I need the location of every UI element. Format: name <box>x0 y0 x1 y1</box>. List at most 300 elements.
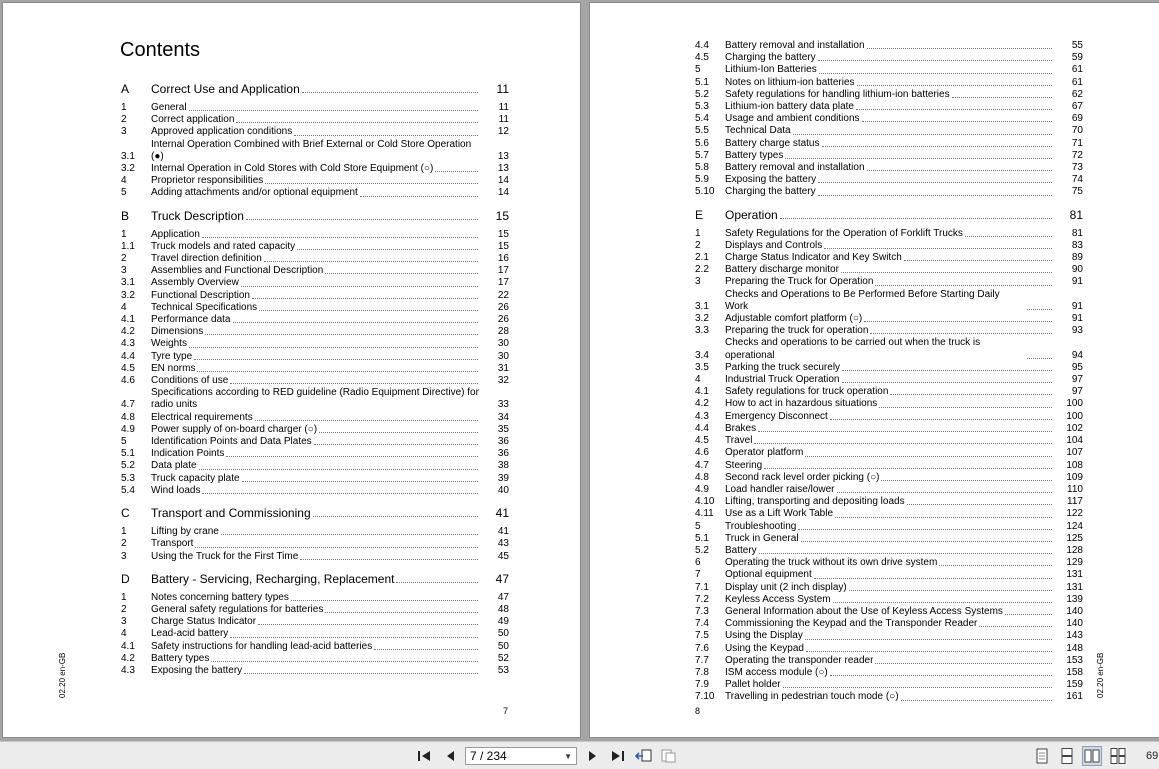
dot-leader <box>754 443 1052 444</box>
toc-entry[interactable] <box>695 138 1083 150</box>
toc-page-number: 17 <box>497 265 509 277</box>
toc-entry[interactable] <box>695 150 1083 162</box>
toc-page-number: 139 <box>1066 593 1083 605</box>
toc-page-number: 140 <box>1066 605 1083 617</box>
dot-leader <box>221 534 478 535</box>
toc-page-number: 102 <box>1066 422 1083 434</box>
toc-title: Lithium-ion battery data plate <box>725 101 854 113</box>
toc-number: 2 <box>121 114 127 126</box>
toc-page-number: 12 <box>497 126 509 138</box>
toc-page-number: 53 <box>497 664 509 676</box>
toc-entry[interactable] <box>121 424 509 436</box>
toc-title: Truck models and rated capacity <box>151 240 296 252</box>
toc-number: 1 <box>695 227 701 239</box>
toc-title: Battery discharge monitor <box>725 264 839 276</box>
dot-leader <box>325 612 478 613</box>
toc-title: Brakes <box>725 422 757 434</box>
toc-number: 4 <box>121 175 127 187</box>
toc-entry[interactable] <box>695 89 1083 101</box>
zoom-level[interactable]: 69 <box>1146 750 1159 762</box>
toc-number: A <box>121 82 130 96</box>
toc-number: 4.9 <box>121 423 135 435</box>
next-page-icon[interactable] <box>583 746 603 766</box>
toc-title: Second rack level order picking (○) <box>725 471 880 483</box>
toc-entry[interactable] <box>695 337 1083 361</box>
dot-leader <box>842 382 1053 383</box>
toc-entry[interactable] <box>695 398 1083 410</box>
dot-leader <box>313 516 478 517</box>
toc-entry[interactable] <box>121 241 509 253</box>
toc-title: Lead-acid battery <box>151 628 229 640</box>
toc-title: Safety regulations for handling lithium-ion batteries <box>725 88 950 100</box>
toc-page-number: 59 <box>1071 52 1083 64</box>
toc-entry[interactable] <box>121 314 509 326</box>
toc-page-number: 124 <box>1066 520 1083 532</box>
toc-page-number: 30 <box>497 338 509 350</box>
toc-entry[interactable] <box>121 363 509 375</box>
toc-entry[interactable] <box>695 521 1083 533</box>
first-page-icon[interactable] <box>414 746 434 766</box>
toc-entry[interactable] <box>121 163 509 175</box>
toc-entry[interactable] <box>121 604 509 616</box>
last-page-icon[interactable] <box>608 746 628 766</box>
toc-page-number: 158 <box>1066 666 1083 678</box>
toc-entry[interactable] <box>121 592 509 604</box>
toc-entry[interactable] <box>695 252 1083 264</box>
toc-entry[interactable] <box>695 435 1083 447</box>
toc-entry[interactable] <box>121 326 509 338</box>
dot-leader <box>849 590 1052 591</box>
toc-number: 2 <box>121 538 127 550</box>
toc-number: C <box>121 506 130 521</box>
dot-leader <box>230 383 478 384</box>
toc-page-number: 45 <box>497 550 509 562</box>
toc-number: 4.9 <box>695 483 709 495</box>
toc-section[interactable] <box>121 506 509 520</box>
toc-entry[interactable] <box>695 174 1083 186</box>
toc-entry[interactable] <box>695 276 1083 288</box>
go-back-view-icon[interactable] <box>634 746 654 766</box>
toc-number: 5.7 <box>695 149 709 161</box>
continuous-page-icon[interactable] <box>1057 746 1077 766</box>
toc-number: 4.7 <box>695 459 709 471</box>
toc-title: General Information about the Use of Keyless Access Systems <box>725 605 1003 617</box>
toc-title: Using the Keypad <box>725 642 804 654</box>
dot-leader <box>901 700 1052 701</box>
toc-entry[interactable] <box>695 472 1083 484</box>
toc-page-number: 117 <box>1067 496 1083 508</box>
toc-entry[interactable] <box>121 628 509 640</box>
toc-number: 1 <box>121 102 127 113</box>
toc-number: 2 <box>121 253 127 265</box>
dot-leader <box>297 249 478 250</box>
toc-entry[interactable] <box>695 374 1083 386</box>
toc-number: 4.8 <box>121 411 135 423</box>
dot-leader <box>435 171 478 172</box>
toc-entry[interactable] <box>121 387 509 411</box>
toc-entry[interactable] <box>695 52 1083 64</box>
toc-entry[interactable] <box>695 533 1083 545</box>
dot-leader <box>230 637 478 638</box>
toc-page-number: 71 <box>1071 137 1083 149</box>
toc-page-number: 13 <box>497 163 509 175</box>
dot-leader <box>241 286 478 287</box>
toc-number: 3.1 <box>121 150 135 162</box>
toc-number: E <box>695 207 704 222</box>
toc-title: Proprietor responsibilities <box>151 175 264 187</box>
toc-entry[interactable] <box>121 139 509 163</box>
toc-title: Safety regulations for truck operation <box>725 386 889 398</box>
toc-title: Exposing the battery <box>725 174 817 186</box>
toc-title: Battery removal and installation <box>725 162 865 174</box>
toc-entry[interactable] <box>695 557 1083 569</box>
toc-entry[interactable] <box>121 460 509 472</box>
toc-title: Application <box>151 228 200 240</box>
toc-title: Identification Points and Data Plates <box>151 436 312 448</box>
toc-page-number: 161 <box>1066 691 1083 703</box>
toc-entry[interactable] <box>695 162 1083 174</box>
page-indicator-text: 7 / 234 <box>470 749 507 763</box>
toc-number: 1 <box>121 526 127 538</box>
toc-entry[interactable] <box>121 526 509 538</box>
toc-title: Approved application conditions <box>151 126 293 138</box>
chevron-down-icon[interactable]: ▼ <box>564 751 572 761</box>
dot-leader <box>1005 614 1052 615</box>
toc-page-number: 110 <box>1067 483 1083 495</box>
toc-title: Dimensions <box>151 326 204 338</box>
dot-leader <box>233 322 479 323</box>
dot-leader <box>818 195 1052 196</box>
toc-number: 7.7 <box>695 654 709 666</box>
toc-number: 2.1 <box>695 252 709 264</box>
toc-page-number: 36 <box>497 436 509 448</box>
toc-number: 7 <box>695 569 701 581</box>
toc-entry[interactable] <box>695 113 1083 125</box>
toc-number: 4.1 <box>695 386 709 398</box>
toc-entry[interactable] <box>695 64 1083 76</box>
toc-title: Correct application <box>151 114 235 126</box>
toc-title: Operator platform <box>725 447 804 459</box>
toc-entry[interactable] <box>695 186 1083 198</box>
toc-entry[interactable] <box>695 101 1083 113</box>
dot-leader <box>965 236 1052 237</box>
toc-page-number: 50 <box>497 628 509 640</box>
toc-number: 5.9 <box>695 174 709 186</box>
toc-title: Lifting, transporting and depositing loads <box>725 496 905 508</box>
page-number: 8 <box>695 706 701 716</box>
toc-title: Correct Use and Application <box>151 82 300 96</box>
toc-title: Travel direction definition <box>151 253 262 265</box>
toc-number: 4.8 <box>695 471 709 483</box>
toc-number: 4 <box>121 628 127 640</box>
toc-entry[interactable] <box>695 240 1083 252</box>
toc-entry[interactable] <box>121 616 509 628</box>
toc-number: 4.2 <box>121 652 135 664</box>
toc-title: Adding attachments and/or optional equipment <box>151 187 358 199</box>
dot-leader <box>226 456 478 457</box>
toc-title: Power supply of on-board charger (○) <box>151 423 318 435</box>
go-forward-view-icon[interactable] <box>659 746 679 766</box>
toc-title: Electrical requirements <box>151 411 253 423</box>
toc-entry[interactable] <box>695 460 1083 472</box>
toc-number: 4.4 <box>695 40 709 51</box>
toc-page-number: 91 <box>1071 313 1083 325</box>
toc-number: 5.4 <box>121 484 135 496</box>
toc-entry[interactable] <box>121 229 509 241</box>
dot-leader <box>835 517 1052 518</box>
toc-title: Battery types <box>151 652 210 664</box>
toc-entry[interactable] <box>121 485 509 497</box>
toc-entry[interactable] <box>121 375 509 387</box>
toc-number: 5.2 <box>121 460 135 472</box>
toc-section[interactable] <box>121 209 509 223</box>
toc-entry[interactable] <box>121 277 509 289</box>
toc-entry[interactable] <box>695 508 1083 520</box>
toc-title: Charge Status Indicator and Key Switch <box>725 252 902 264</box>
toc-title: Optional equipment <box>725 569 812 581</box>
toc-title: Charge Status Indicator <box>151 616 257 628</box>
table-of-contents-right <box>695 40 1083 704</box>
toc-number: 4.7 <box>121 399 135 411</box>
toc-number: 5 <box>121 436 127 448</box>
dot-leader <box>197 371 478 372</box>
toc-title: Usage and ambient conditions <box>725 113 860 125</box>
toc-title: Wind loads <box>151 484 201 496</box>
toc-section[interactable] <box>121 82 509 96</box>
toc-entry[interactable] <box>695 569 1083 581</box>
toc-entry[interactable] <box>121 102 509 114</box>
toc-number: 2 <box>121 603 127 615</box>
toc-entry[interactable] <box>695 362 1083 374</box>
toc-page-number: 81 <box>1069 207 1083 222</box>
toc-section[interactable] <box>695 208 1083 222</box>
toc-entry[interactable] <box>695 630 1083 642</box>
dot-leader <box>879 407 1052 408</box>
dot-leader <box>255 420 478 421</box>
toc-entry[interactable] <box>695 594 1083 606</box>
toc-title: Transport and Commissioning <box>151 506 311 521</box>
toc-number: 3.1 <box>695 300 709 312</box>
toc-page-number: 48 <box>497 603 509 615</box>
page-number-input[interactable] <box>465 747 577 765</box>
dot-leader <box>881 480 1052 481</box>
toc-page-number: 100 <box>1066 398 1083 410</box>
toc-number: 4.5 <box>121 362 135 374</box>
toc-entry[interactable] <box>695 264 1083 276</box>
toc-entry[interactable] <box>121 436 509 448</box>
dot-leader <box>758 431 1052 432</box>
toc-number: 4.2 <box>121 326 135 338</box>
toc-entry[interactable] <box>121 412 509 424</box>
toc-number: 3 <box>121 616 127 628</box>
toc-entry[interactable] <box>121 338 509 350</box>
toc-page-number: 140 <box>1066 618 1083 630</box>
dot-leader <box>189 347 478 348</box>
toc-title: Charging the battery <box>725 52 816 64</box>
toc-entry[interactable] <box>121 175 509 187</box>
toc-entry[interactable] <box>695 667 1083 679</box>
toc-number: 3 <box>121 126 127 138</box>
toc-title: Conditions of use <box>151 375 229 387</box>
toc-entry[interactable] <box>121 265 509 277</box>
toc-entry[interactable] <box>121 473 509 485</box>
toc-page-number: 50 <box>497 640 509 652</box>
toc-entry[interactable] <box>695 423 1083 435</box>
dot-leader <box>202 493 478 494</box>
dot-leader <box>319 432 478 433</box>
toc-page-number: 69 <box>1071 113 1083 125</box>
toc-title: Internal Operation Combined with Brief External or Cold Store Operation (●) <box>151 138 472 162</box>
toc-entry[interactable] <box>121 126 509 138</box>
toc-title: Battery <box>725 544 757 556</box>
toc-entry[interactable] <box>121 114 509 126</box>
toc-entry[interactable] <box>121 653 509 665</box>
toc-entry[interactable] <box>121 538 509 550</box>
toc-entry[interactable] <box>695 313 1083 325</box>
toc-section[interactable] <box>121 572 509 586</box>
two-page-icon[interactable] <box>1082 746 1102 766</box>
dot-leader <box>258 624 478 625</box>
page-number: 7 <box>503 706 509 716</box>
toc-number: 7.9 <box>695 679 709 691</box>
toc-entry[interactable] <box>695 228 1083 240</box>
toc-title: Truck in General <box>725 532 799 544</box>
toc-entry[interactable] <box>695 484 1083 496</box>
toc-number: 4 <box>695 374 701 386</box>
toc-entry[interactable] <box>121 448 509 460</box>
toc-entry[interactable] <box>695 411 1083 423</box>
toc-entry[interactable] <box>695 545 1083 557</box>
toc-entry[interactable] <box>695 691 1083 703</box>
toc-entry[interactable] <box>121 290 509 302</box>
toc-number: 7.6 <box>695 642 709 654</box>
dot-leader <box>202 237 478 238</box>
dot-leader <box>801 541 1052 542</box>
dot-leader <box>814 578 1052 579</box>
toc-number: 7.5 <box>695 630 709 642</box>
dot-leader <box>1027 309 1052 310</box>
toc-title: Commissioning the Keypad and the Transponder Reader <box>725 618 978 630</box>
toc-entry[interactable] <box>695 289 1083 313</box>
toc-page-number: 15 <box>497 228 509 240</box>
toc-title: Preparing the Truck for Operation <box>725 276 874 288</box>
toc-entry[interactable] <box>121 351 509 363</box>
toc-page-number: 91 <box>1071 276 1083 288</box>
toc-page-number: 14 <box>497 187 509 199</box>
toc-title: Assemblies and Functional Description <box>151 265 324 277</box>
toc-title: Internal Operation in Cold Stores with Cold Store Equipment (○) <box>151 163 434 175</box>
toc-entry[interactable] <box>695 643 1083 655</box>
toc-title: Displays and Controls <box>725 239 823 251</box>
toc-entry[interactable] <box>121 551 509 563</box>
dot-leader <box>252 298 478 299</box>
toc-number: 5.4 <box>695 113 709 125</box>
dot-leader <box>837 492 1052 493</box>
toc-page-number: 31 <box>497 362 509 374</box>
two-page-continuous-icon[interactable] <box>1108 746 1128 766</box>
toc-page-number: 32 <box>497 375 509 387</box>
dot-leader <box>952 97 1052 98</box>
toc-title: Safety instructions for handling lead-acid batteries <box>151 640 373 652</box>
toc-number: D <box>121 571 130 586</box>
toc-number: 7.2 <box>695 593 709 605</box>
toc-title: Functional Description <box>151 289 250 301</box>
dot-leader <box>824 248 1052 249</box>
toc-title: Data plate <box>151 460 197 472</box>
toc-page-number: 94 <box>1071 349 1083 361</box>
dot-leader <box>783 687 1052 688</box>
dot-leader <box>259 310 478 311</box>
document-page-right <box>590 3 1159 737</box>
toc-title: Display unit (2 inch display) <box>725 581 847 593</box>
toc-number: 5.6 <box>695 137 709 149</box>
toc-number: 5 <box>695 64 701 76</box>
toc-entry[interactable] <box>695 496 1083 508</box>
toc-entry[interactable] <box>695 606 1083 618</box>
toc-number: 7.4 <box>695 618 709 630</box>
toc-entry[interactable] <box>121 187 509 199</box>
toc-entry[interactable] <box>695 447 1083 459</box>
toc-title: Preparing the truck for operation <box>725 325 869 337</box>
toc-number: 4.3 <box>121 664 135 676</box>
prev-page-icon[interactable] <box>440 746 460 766</box>
dot-leader <box>822 146 1053 147</box>
toc-entry[interactable] <box>695 655 1083 667</box>
dot-leader <box>314 444 478 445</box>
toc-number: 4.4 <box>695 422 709 434</box>
toc-title: Using the Truck for the First Time <box>151 550 299 562</box>
toc-page-number: 47 <box>497 591 509 603</box>
toc-title: Notes concerning battery types <box>151 591 289 603</box>
toc-page-number: 15 <box>495 208 509 223</box>
dot-leader <box>875 285 1052 286</box>
toc-entry[interactable] <box>695 618 1083 630</box>
toc-title: Steering <box>725 459 763 471</box>
toc-number: 3 <box>121 265 127 277</box>
toc-number: 4.6 <box>695 447 709 459</box>
toc-number: 5.5 <box>695 125 709 137</box>
toc-title: ISM access module (○) <box>725 666 828 678</box>
toc-page-number: 35 <box>497 423 509 435</box>
toc-entry[interactable] <box>695 679 1083 691</box>
single-page-icon[interactable] <box>1032 746 1052 766</box>
toc-number: 4.5 <box>695 52 709 64</box>
toc-page-number: 90 <box>1071 264 1083 276</box>
toc-entry[interactable] <box>695 325 1083 337</box>
toc-entry[interactable] <box>121 253 509 265</box>
toc-title: How to act in hazardous situations <box>725 398 878 410</box>
toc-title: Notes on lithium-ion batteries <box>725 76 855 88</box>
toc-number: 4.10 <box>695 496 715 508</box>
toc-title: Keyless Access System <box>725 593 831 605</box>
dot-leader <box>870 333 1052 334</box>
toc-entry[interactable] <box>121 302 509 314</box>
toc-page-number: 81 <box>1071 227 1083 239</box>
toc-page-number: 13 <box>497 150 509 162</box>
toc-entry[interactable] <box>121 641 509 653</box>
toc-number: 5.1 <box>695 76 709 88</box>
version-code: 02.20 en-GB <box>58 652 67 698</box>
toc-entry[interactable] <box>121 665 509 677</box>
toc-page-number: 26 <box>497 314 509 326</box>
toc-entry[interactable] <box>695 77 1083 89</box>
toc-entry[interactable] <box>695 386 1083 398</box>
toc-page-number: 104 <box>1066 435 1083 447</box>
toc-entry[interactable] <box>695 40 1083 52</box>
toc-entry[interactable] <box>695 125 1083 137</box>
toc-entry[interactable] <box>695 582 1083 594</box>
toc-number: 4.4 <box>121 350 135 362</box>
